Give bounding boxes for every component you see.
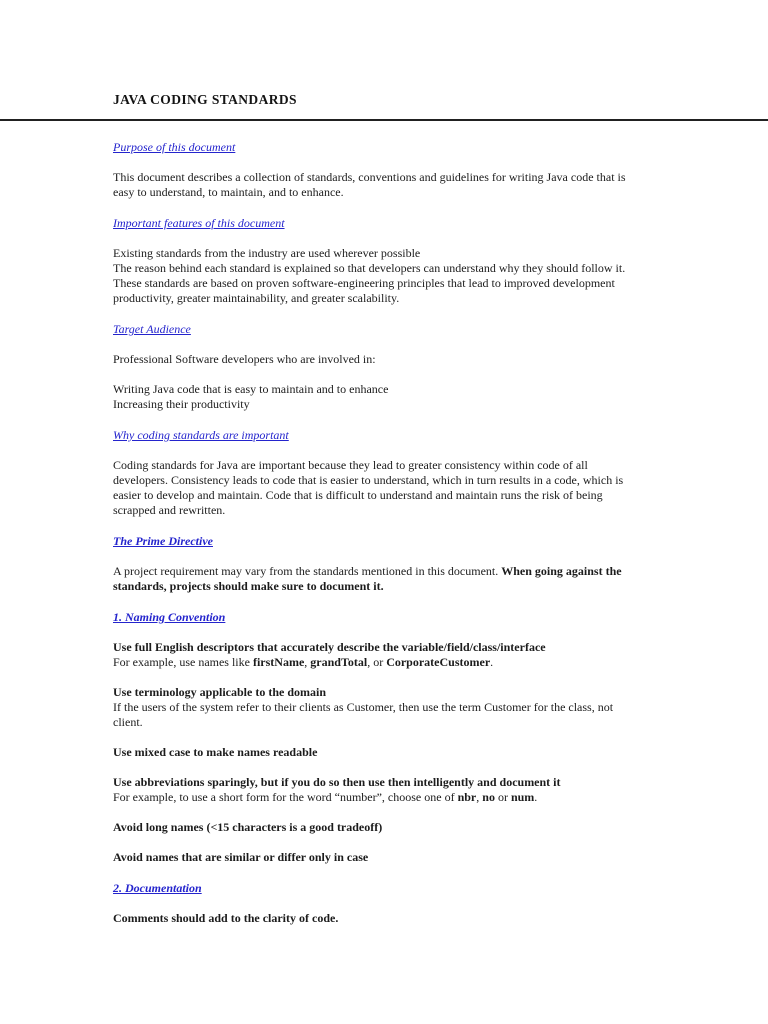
text-line	[113, 564, 733, 579]
text-line	[113, 850, 733, 865]
paragraph	[113, 850, 733, 865]
text-line	[113, 185, 733, 200]
text-line	[113, 352, 733, 367]
text-line	[113, 911, 733, 926]
paragraph	[113, 911, 733, 926]
paragraph	[113, 246, 733, 306]
text-line	[113, 382, 733, 397]
text-line	[113, 473, 733, 488]
bold-text-run: firstName	[252, 655, 305, 669]
text-run: , or	[367, 655, 387, 669]
text-line	[113, 261, 733, 276]
text-line	[113, 790, 733, 805]
text-run: Writing Java code that is easy to maintain and to enhance	[113, 382, 389, 396]
text-run: developers. Consistency leads to code that is easier to understand, which in turn results in a code, which is	[113, 473, 624, 487]
bold-text-run: grandTotal	[310, 655, 368, 669]
text-line	[113, 640, 733, 655]
text-run: scrapped and rewritten.	[113, 503, 226, 517]
section-heading-block	[113, 427, 733, 443]
text-run: A project requirement may vary from the standards mentioned in this document.	[113, 564, 502, 578]
paragraph	[113, 820, 733, 835]
section-heading-block	[113, 215, 733, 231]
bold-text-run: standards, projects should make sure to document it.	[113, 579, 384, 593]
bold-text-run: Use abbreviations sparingly, but if you do so then use then intelligently and document it	[113, 775, 561, 789]
section-heading-block	[113, 321, 733, 337]
bold-text-run: CorporateCustomer	[386, 655, 491, 669]
text-line	[113, 503, 733, 518]
text-run: easier to develop and maintain. Code that is difficult to understand and maintain runs the risk of being	[113, 488, 603, 502]
text-line	[113, 397, 733, 412]
document-title: JAVA CODING STANDARDS	[113, 92, 297, 107]
document-body	[113, 139, 733, 941]
section-link[interactable]: Important features of this document	[113, 216, 285, 230]
section-link[interactable]: Why coding standards are important	[113, 428, 289, 442]
paragraph	[113, 745, 733, 760]
section-heading-block	[113, 609, 733, 625]
bold-text-run: Use mixed case to make names readable	[113, 745, 318, 759]
paragraph	[113, 170, 733, 200]
text-line	[113, 745, 733, 760]
paragraph	[113, 640, 733, 670]
text-run: Coding standards for Java are important because they lead to greater consistency within code of all	[113, 458, 588, 472]
paragraph	[113, 382, 733, 412]
bold-text-run: When going against the	[501, 564, 622, 578]
text-run: .	[490, 655, 494, 669]
text-run: ,	[304, 655, 311, 669]
text-line	[113, 458, 733, 473]
title-divider	[0, 119, 768, 121]
section-heading-block	[113, 139, 733, 155]
paragraph	[113, 685, 733, 730]
text-run: easy to understand, to maintain, and to enhance.	[113, 185, 344, 199]
paragraph	[113, 458, 733, 518]
text-line	[113, 170, 733, 185]
section-link[interactable]: Purpose of this document	[113, 140, 236, 154]
text-run: This document describes a collection of standards, conventions and guidelines for writing Java code that is	[113, 170, 626, 184]
bold-text-run: num	[510, 790, 535, 804]
bold-text-run: Comments should add to the clarity of code.	[113, 911, 339, 925]
text-run: client.	[113, 715, 143, 729]
section-link[interactable]: The Prime Directive	[113, 534, 213, 548]
text-run: If the users of the system refer to their clients as Customer, then use the term Customer for the class, not	[113, 700, 614, 714]
text-run: ,	[476, 790, 483, 804]
text-line	[113, 775, 733, 790]
text-run: productivity, greater maintainability, and greater scalability.	[113, 291, 400, 305]
text-run: .	[534, 790, 538, 804]
text-line	[113, 685, 733, 700]
text-run: These standards are based on proven software-engineering principles that lead to improved development	[113, 276, 615, 290]
section-heading-block	[113, 880, 733, 896]
bold-text-run: Avoid names that are similar or differ only in case	[113, 850, 369, 864]
text-line	[113, 820, 733, 835]
text-line	[113, 715, 733, 730]
section-link[interactable]: Target Audience	[113, 322, 191, 336]
bold-text-run: Use terminology applicable to the domain	[113, 685, 326, 699]
text-run: For example, to use a short form for the word “number”, choose one of	[113, 790, 458, 804]
section-link[interactable]: 2. Documentation	[113, 881, 202, 895]
text-line	[113, 488, 733, 503]
text-run: For example, use names like	[113, 655, 253, 669]
text-line	[113, 700, 733, 715]
section-link[interactable]: 1. Naming Convention	[113, 610, 226, 624]
text-line	[113, 291, 733, 306]
bold-text-run: no	[482, 790, 495, 804]
text-line	[113, 655, 733, 670]
bold-text-run: Avoid long names (<15 characters is a good tradeoff)	[113, 820, 383, 834]
text-line	[113, 276, 733, 291]
text-line	[113, 579, 733, 594]
bold-text-run: Use full English descriptors that accurately describe the variable/field/class/interface	[113, 640, 546, 654]
bold-text-run: nbr	[457, 790, 477, 804]
section-heading-block	[113, 533, 733, 549]
paragraph	[113, 564, 733, 594]
text-run: The reason behind each standard is explained so that developers can understand why they should follow it.	[113, 261, 626, 275]
paragraph	[113, 775, 733, 805]
text-run: Existing standards from the industry are used wherever possible	[113, 246, 421, 260]
text-run: Increasing their productivity	[113, 397, 250, 411]
text-run: or	[494, 790, 511, 804]
text-run: Professional Software developers who are involved in:	[113, 352, 376, 366]
paragraph	[113, 352, 733, 367]
text-line	[113, 246, 733, 261]
